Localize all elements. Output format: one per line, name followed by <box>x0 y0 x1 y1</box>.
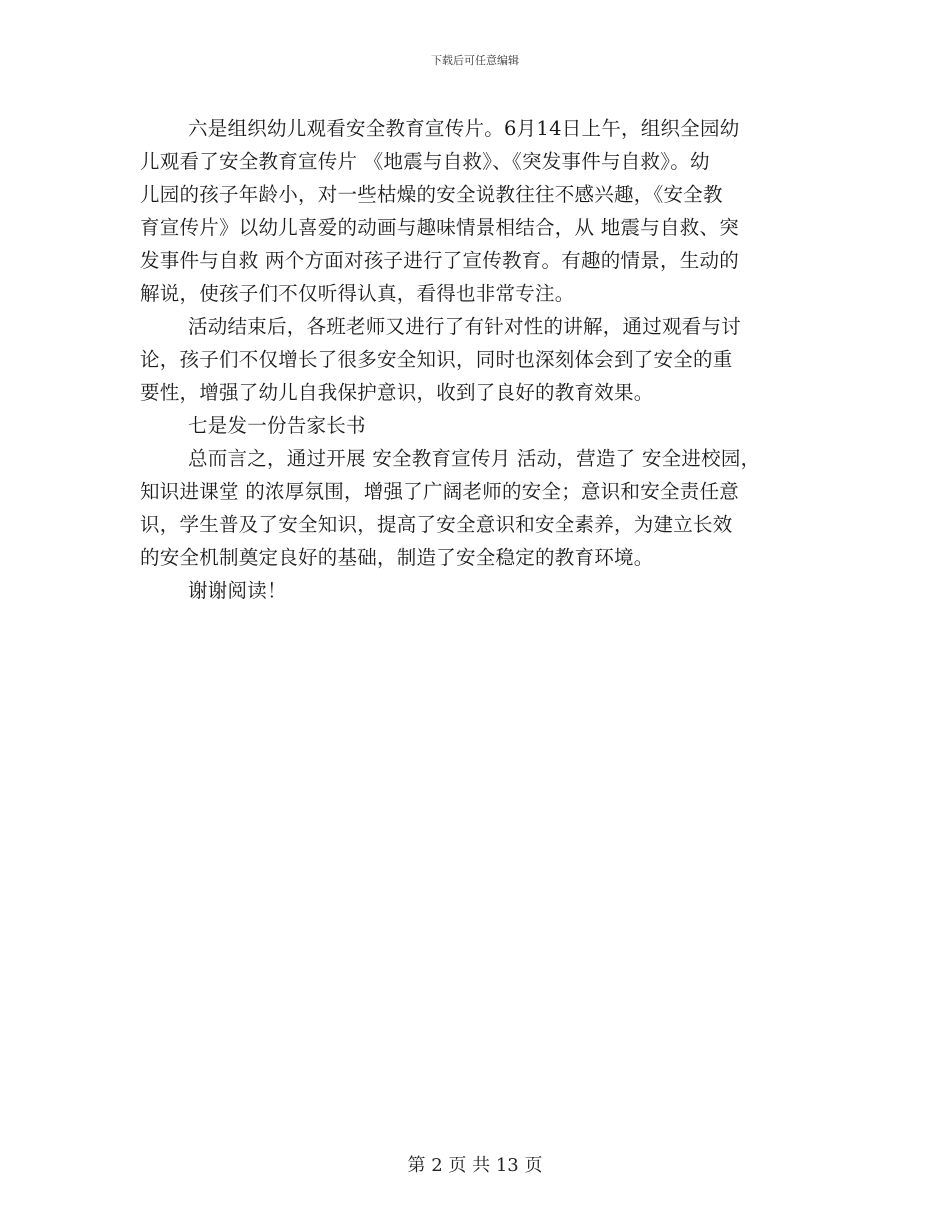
text-line: 六是组织幼儿观看安全教育宣传片。6月14日上午，组织全园幼 <box>188 117 740 140</box>
text-line: 论，孩子们不仅增长了很多安全知识，同时也深刻体会到了安全的重 <box>140 348 733 371</box>
paragraph-summary <box>140 442 808 574</box>
text-line: 总而言之，通过开展 安全教育宣传月 活动，营造了 安全进校园， <box>188 447 761 470</box>
text-line: 谢谢阅读！ <box>188 579 287 602</box>
text-line: 发事件与自救 两个方面对孩子进行了宣传教育。有趣的情景，生动的 <box>140 249 739 272</box>
text-line: 育宣传片》以幼儿喜爱的动画与趣味情景相结合，从 地震与自救、突 <box>140 216 739 239</box>
paragraph-thanks <box>140 574 808 607</box>
page-number-footer: 第 2 页 共 13 页 <box>407 1155 543 1176</box>
text-line: 解说，使孩子们不仅听得认真，看得也非常专注。 <box>140 282 575 305</box>
text-line: 儿园的孩子年龄小，对一些枯燥的安全说教往往不感兴趣，《安全教 <box>140 183 723 206</box>
document-body <box>140 112 808 607</box>
text-line: 知识进课堂 的浓厚氛围，增强了广阔老师的安全；意识和安全责任意 <box>140 480 739 503</box>
text-line: 的安全机制奠定良好的基础，制造了安全稳定的教育环境。 <box>140 546 654 569</box>
text-line: 七是发一份告家长书 <box>188 414 366 437</box>
paragraph-activity-end <box>140 310 808 409</box>
text-line: 儿观看了安全教育宣传片 《地震与自救》、《突发事件与自救》。幼 <box>140 150 710 173</box>
paragraph-program-seven <box>140 409 808 442</box>
text-line: 要性，增强了幼儿自我保护意识，收到了良好的教育效果。 <box>140 381 654 404</box>
text-line: 识，学生普及了安全知识，提高了安全意识和安全素养，为建立长效 <box>140 513 733 536</box>
paragraph-program-six <box>140 112 808 310</box>
page-header: 下载后可任意编辑 <box>431 54 519 67</box>
text-line: 活动结束后，各班老师又进行了有针对性的讲解，通过观看与讨 <box>188 315 742 338</box>
